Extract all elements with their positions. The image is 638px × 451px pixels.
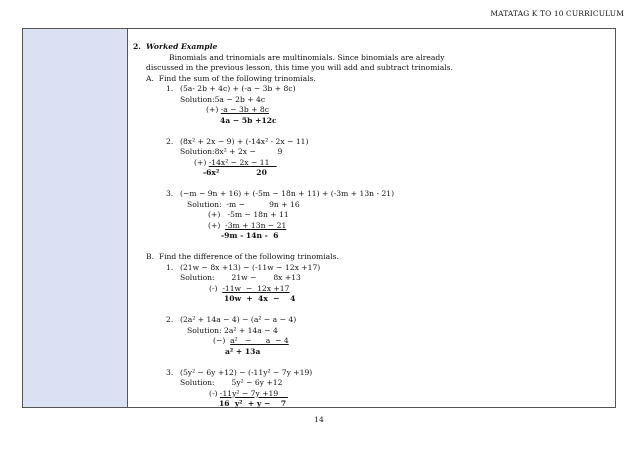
b1-subtrahend: -11w − 12x +17 — [222, 283, 290, 293]
a3-solution-line-3 — [208, 221, 286, 231]
b2-solution-line-2 — [213, 336, 289, 346]
a3-addend: -3m + 13n − 21 — [225, 220, 287, 230]
part-a-heading: A. Find the sum of the following trinomials. — [146, 73, 316, 83]
b3-number: 3. — [166, 367, 174, 377]
b2-answer: a² + 13a — [225, 346, 261, 356]
b2-number: 2. — [166, 315, 174, 324]
b2-operator: (−) — [213, 336, 231, 345]
left-shaded-column — [23, 29, 128, 407]
a2-number: 2. — [166, 136, 174, 146]
content-table — [22, 28, 616, 408]
a2-solution-line-1: Solution:8x² + 2x − 9 — [180, 147, 283, 156]
b1-operator: (-) — [209, 283, 223, 293]
a1-problem: (5a- 2b + 4c) + (-a − 3b + 8c) — [180, 84, 296, 93]
b3-subtrahend: -11y² − 7y +19 — [219, 388, 288, 398]
a3-solution-line-2: (+) -5m − 18n + 11 — [208, 210, 289, 219]
a3-solution-line-1: Solution: -m − 9n + 16 — [187, 199, 300, 209]
a2-problem: (8x² + 2x − 9) + (-14x² - 2x − 11) — [180, 136, 309, 146]
curriculum-header: MATATAG K TO 10 CURRICULUM — [490, 9, 624, 18]
a2-answer: -6x² 20 — [203, 168, 267, 177]
b3-solution-line-2 — [209, 389, 288, 399]
a3-operator: (+) — [208, 220, 226, 230]
b1-solution-line-2 — [209, 284, 289, 294]
a1-operator: (+) — [206, 105, 221, 114]
b1-number: 1. — [166, 262, 174, 272]
intro-line-1: Binomials and trinomials are multinomials. Since binomials are already — [169, 52, 445, 62]
a2-addend: -14x² − 2x − 11 — [208, 157, 277, 167]
b2-subtrahend: a² − a − 4 — [230, 336, 289, 345]
a1-number: 1. — [166, 84, 174, 93]
a2-solution-line-2 — [194, 158, 277, 168]
b3-operator: (-) — [209, 388, 220, 398]
b2-solution-line-1: Solution: 2a² + 14a − 4 — [187, 325, 278, 335]
a2-operator: (+) — [194, 157, 209, 167]
part-b-heading: B. Find the difference of the following trinomials. — [146, 252, 339, 261]
section-number: 2. — [133, 42, 141, 51]
b3-answer: 16 y² + y − 7 — [219, 399, 287, 408]
a3-problem: (−m − 9n + 16) + (-5m − 18n + 11) + (-3m + 13n - 21) — [180, 189, 395, 198]
b2-problem: (2a² + 14a − 4) − (a² − a − 4) — [180, 315, 297, 324]
a3-number: 3. — [166, 189, 174, 198]
b1-solution-line-1: Solution: 21w − 8x +13 — [180, 273, 301, 282]
page-number: 14 — [314, 415, 324, 424]
a1-answer: 4a − 5b +12c — [220, 115, 277, 125]
b3-problem: (5y² − 6y +12) − (-11y² − 7y +19) — [180, 367, 313, 377]
b3-solution-line-1: Solution: 5y² − 6y +12 — [180, 378, 283, 387]
a1-solution-line-2 — [206, 105, 269, 115]
b1-answer: 10w + 4x − 4 — [224, 294, 296, 303]
b1-problem: (21w − 8x +13) − (-11w − 12x +17) — [180, 262, 321, 272]
a3-answer: -9m - 14n - 6 — [221, 231, 279, 240]
worked-example-cell — [129, 29, 615, 407]
section-title: Worked Example — [146, 42, 218, 51]
a1-solution-line-1: Solution:5a − 2b + 4c — [180, 94, 266, 104]
intro-line-2: discussed in the previous lesson, this time you will add and subtract trinomials. — [146, 63, 453, 72]
a1-addend: -a − 3b + 8c — [220, 105, 269, 114]
